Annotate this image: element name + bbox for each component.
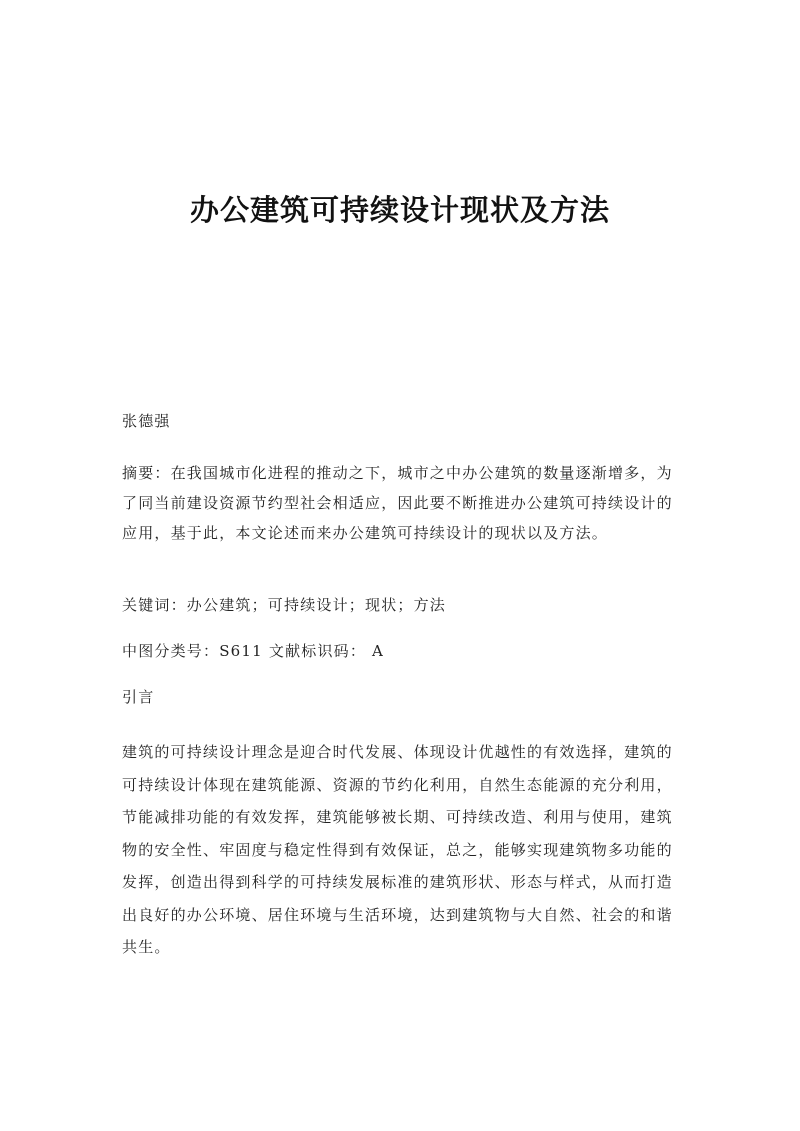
intro-line: 出良好的办公环境、居住环境与生活环境，达到建筑物与大自然、社会的和谐 [122, 905, 673, 924]
author-name: 张德强 [122, 412, 171, 430]
document-title: 办公建筑可持续设计现状及方法 [189, 193, 610, 227]
abstract-line: 应用，基于此，本文论述而来办公建筑可持续设计的现状以及方法。 [122, 524, 609, 542]
intro-line: 物的安全性、牢固度与稳定性得到有效保证，总之，能够实现建筑物多功能的 [122, 840, 673, 859]
abstract-line: 了同当前建设资源节约型社会相适应，因此要不断推进办公建筑可持续设计的 [122, 494, 673, 512]
intro-line: 共生。 [122, 938, 171, 956]
intro-line: 建筑的可持续设计理念是迎合时代发展、体现设计优越性的有效选择，建筑的 [122, 743, 673, 761]
intro-line: 节能减排功能的有效发挥，建筑能够被长期、可持续改造、利用与使用，建筑 [122, 808, 673, 826]
classification-line: 中图分类号：S611 文献标识码： A [122, 642, 385, 660]
abstract-paragraph [122, 458, 682, 548]
intro-paragraph [122, 736, 682, 964]
keywords-line: 关键词：办公建筑；可持续设计；现状；方法 [122, 596, 447, 614]
abstract-line: 摘要：在我国城市化进程的推动之下，城市之中办公建筑的数量逐渐增多，为 [122, 464, 673, 482]
intro-line: 可持续设计体现在建筑能源、资源的节约化利用，自然生态能源的充分利用， [122, 775, 673, 794]
section-heading: 引言 [122, 688, 155, 706]
intro-line: 发挥，创造出得到科学的可持续发展标准的建筑形状、形态与样式，从而打造 [122, 873, 673, 891]
